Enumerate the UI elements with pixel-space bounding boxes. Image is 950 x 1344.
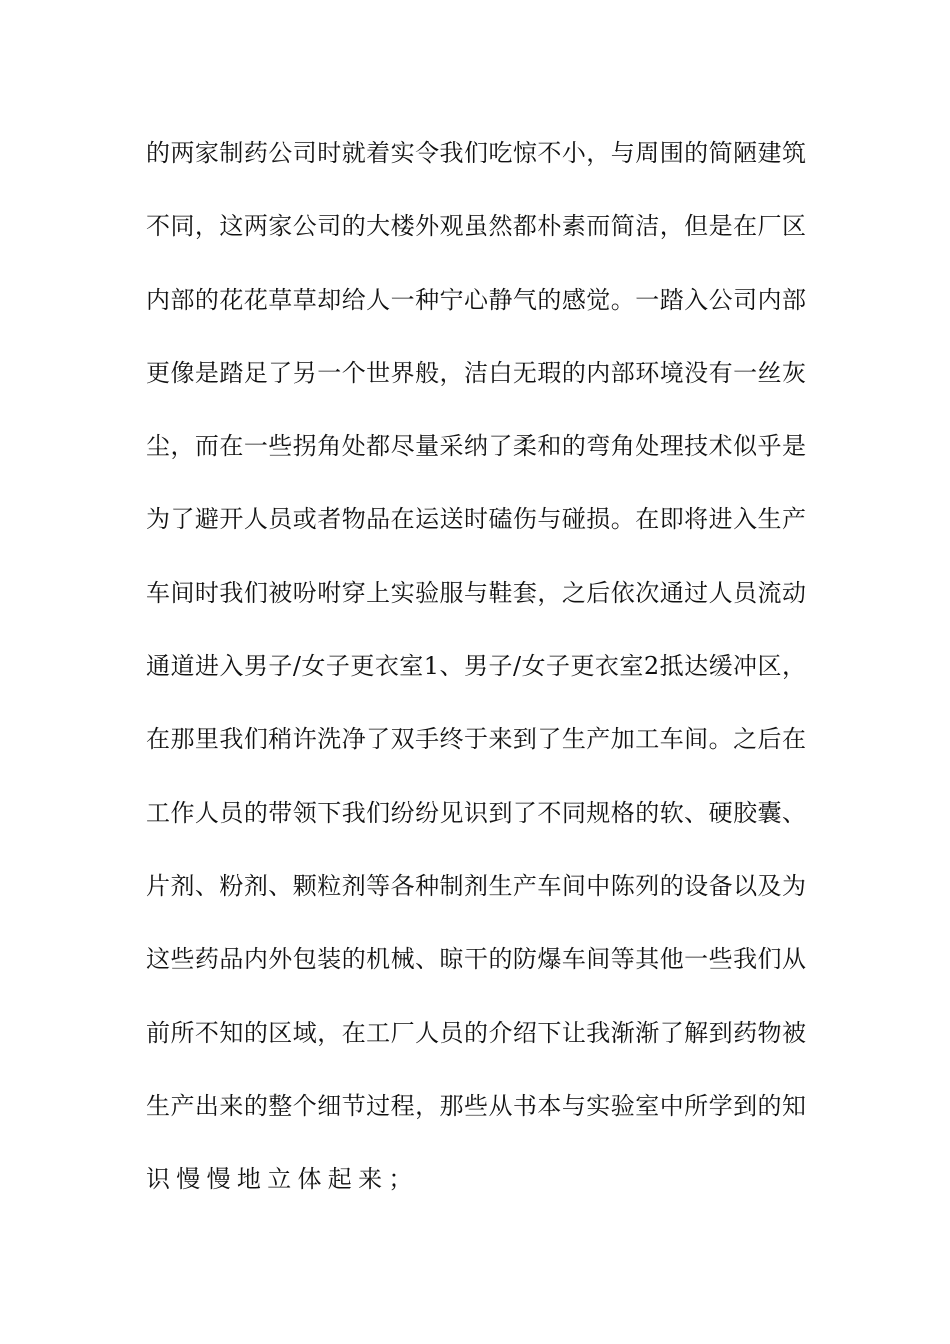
paragraph-line: 这些药品内外包装的机械、晾干的防爆车间等其他一些我们从 <box>146 945 806 974</box>
paragraph-line: 尘，而在一些拐角处都尽量采纳了柔和的弯角处理技术似乎是 <box>146 432 806 461</box>
paragraph-line: 更像是踏足了另一个世界般，洁白无瑕的内部环境没有一丝灰 <box>146 358 806 387</box>
body-paragraph <box>146 128 806 1227</box>
paragraph-line: 生产出来的整个细节过程，那些从书本与实验室中所学到的知 <box>146 1091 806 1120</box>
paragraph-line: 为了避开人员或者物品在运送时磕伤与碰损。在即将进入生产 <box>146 505 806 534</box>
paragraph-line: 在那里我们稍许洗净了双手终于来到了生产加工车间。之后在 <box>146 725 806 754</box>
paragraph-line: 工作人员的带领下我们纷纷见识到了不同规格的软、硬胶囊、 <box>146 798 806 827</box>
paragraph-line: 前所不知的区域，在工厂人员的介绍下让我渐渐了解到药物被 <box>146 1018 806 1047</box>
paragraph-line: 不同，这两家公司的大楼外观虽然都朴素而简洁，但是在厂区 <box>146 212 806 241</box>
paragraph-line: 通道进入男子/女子更衣室1、男子/女子更衣室2抵达缓冲区， <box>146 652 806 681</box>
paragraph-line: 的两家制药公司时就着实令我们吃惊不小，与周围的简陋建筑 <box>146 139 806 167</box>
paragraph-line: 片剂、粉剂、颗粒剂等各种制剂生产车间中陈列的设备以及为 <box>146 871 806 900</box>
paragraph-line: 识慢慢地立体起来； <box>146 1165 419 1194</box>
paragraph-line: 内部的花花草草却给人一种宁心静气的感觉。一踏入公司内部 <box>146 285 806 314</box>
paragraph-line: 车间时我们被吩咐穿上实验服与鞋套，之后依次通过人员流动 <box>146 578 806 607</box>
